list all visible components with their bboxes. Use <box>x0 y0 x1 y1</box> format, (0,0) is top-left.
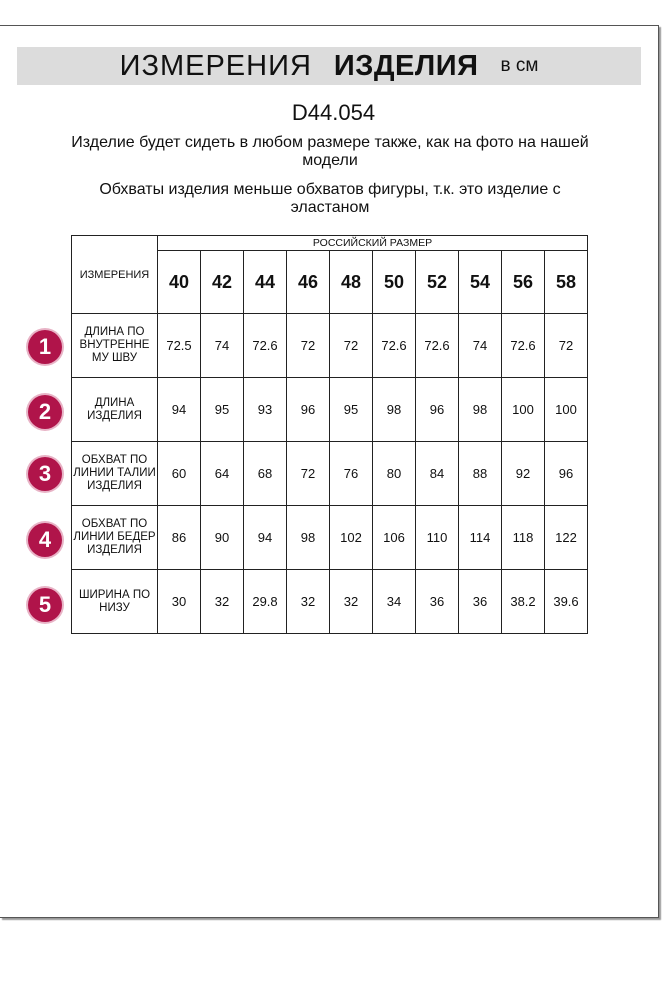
measurement-value: 93 <box>244 378 287 442</box>
measurement-row <box>72 506 588 570</box>
measurement-value: 36 <box>459 570 502 634</box>
measurement-label: ДЛИНА ПО ВНУТРЕННЕ МУ ШВУ <box>72 314 158 378</box>
measurement-value: 100 <box>502 378 545 442</box>
measurement-value: 114 <box>459 506 502 570</box>
measurement-value: 39.6 <box>545 570 588 634</box>
size-header-cell: 52 <box>416 251 459 314</box>
elastane-note: Обхваты изделия меньше обхватов фигуры, т.к. это изделие с эластаном <box>99 181 561 216</box>
size-header-cell: 56 <box>502 251 545 314</box>
measurement-label: ДЛИНА ИЗДЕЛИЯ <box>72 378 158 442</box>
measurement-value: 38.2 <box>502 570 545 634</box>
measurement-value: 96 <box>416 378 459 442</box>
size-header-cell: 46 <box>287 251 330 314</box>
measurement-value: 94 <box>158 378 201 442</box>
title-regular: ИЗМЕРЕНИЯ <box>119 49 312 82</box>
measurement-value: 32 <box>330 570 373 634</box>
measurement-label: ОБХВАТ ПО ЛИНИИ ТАЛИИ ИЗДЕЛИЯ <box>72 442 158 506</box>
measurement-value: 118 <box>502 506 545 570</box>
size-system-row <box>72 236 588 251</box>
row-number-badge: 4 <box>28 523 62 557</box>
measurement-value: 94 <box>244 506 287 570</box>
measurement-row <box>72 378 588 442</box>
measurements-header: ИЗМЕРЕНИЯ <box>72 236 158 314</box>
row-number-badge: 2 <box>28 395 62 429</box>
measurement-value: 80 <box>373 442 416 506</box>
measurement-value: 106 <box>373 506 416 570</box>
measurement-value: 95 <box>201 378 244 442</box>
measurement-value: 32 <box>287 570 330 634</box>
measurement-value: 110 <box>416 506 459 570</box>
measurement-value: 98 <box>287 506 330 570</box>
measurement-value: 30 <box>158 570 201 634</box>
size-system-header: РОССИЙСКИЙ РАЗМЕР <box>158 236 588 251</box>
measurement-value: 72 <box>330 314 373 378</box>
title-band <box>17 47 641 85</box>
measurement-value: 102 <box>330 506 373 570</box>
title-bold: ИЗДЕЛИЯ <box>333 49 479 82</box>
measurement-value: 72.6 <box>373 314 416 378</box>
row-number-badge: 1 <box>28 330 62 364</box>
measurement-value: 36 <box>416 570 459 634</box>
measurement-value: 92 <box>502 442 545 506</box>
measurement-value: 34 <box>373 570 416 634</box>
size-header-cell: 48 <box>330 251 373 314</box>
size-header-cell: 50 <box>373 251 416 314</box>
measurement-value: 72.6 <box>502 314 545 378</box>
measurement-value: 98 <box>373 378 416 442</box>
measurement-value: 72 <box>287 442 330 506</box>
measurement-value: 64 <box>201 442 244 506</box>
measurement-value: 29.8 <box>244 570 287 634</box>
measurement-value: 74 <box>201 314 244 378</box>
measurement-label: ОБХВАТ ПО ЛИНИИ БЕДЕР ИЗДЕЛИЯ <box>72 506 158 570</box>
row-number-badge: 3 <box>28 457 62 491</box>
measurement-value: 96 <box>545 442 588 506</box>
measurement-row <box>72 314 588 378</box>
measurement-label: ШИРИНА ПО НИЗУ <box>72 570 158 634</box>
measurement-value: 72.6 <box>416 314 459 378</box>
size-header-cell: 58 <box>545 251 588 314</box>
measurement-value: 86 <box>158 506 201 570</box>
measurement-value: 90 <box>201 506 244 570</box>
fit-note: Изделие будет сидеть в любом размере также, как на фото на нашей модели <box>71 134 589 169</box>
measurement-value: 96 <box>287 378 330 442</box>
measurement-value: 95 <box>330 378 373 442</box>
measurement-value: 88 <box>459 442 502 506</box>
measurement-value: 74 <box>459 314 502 378</box>
measurement-value: 72 <box>545 314 588 378</box>
size-header-cell: 54 <box>459 251 502 314</box>
measurement-value: 68 <box>244 442 287 506</box>
measurement-row <box>72 570 588 634</box>
row-number-badge: 5 <box>28 588 62 622</box>
measurement-value: 72.6 <box>244 314 287 378</box>
title-unit: в см <box>500 55 539 76</box>
measurement-value: 76 <box>330 442 373 506</box>
size-header-cell: 44 <box>244 251 287 314</box>
size-table <box>71 235 588 634</box>
measurement-value: 32 <box>201 570 244 634</box>
measurement-value: 60 <box>158 442 201 506</box>
measurement-value: 100 <box>545 378 588 442</box>
measurement-value: 122 <box>545 506 588 570</box>
measurement-row <box>72 442 588 506</box>
measurement-value: 72.5 <box>158 314 201 378</box>
measurement-value: 98 <box>459 378 502 442</box>
size-header-cell: 40 <box>158 251 201 314</box>
size-header-cell: 42 <box>201 251 244 314</box>
measurement-value: 84 <box>416 442 459 506</box>
measurement-value: 72 <box>287 314 330 378</box>
article-code: D44.054 <box>291 100 376 125</box>
